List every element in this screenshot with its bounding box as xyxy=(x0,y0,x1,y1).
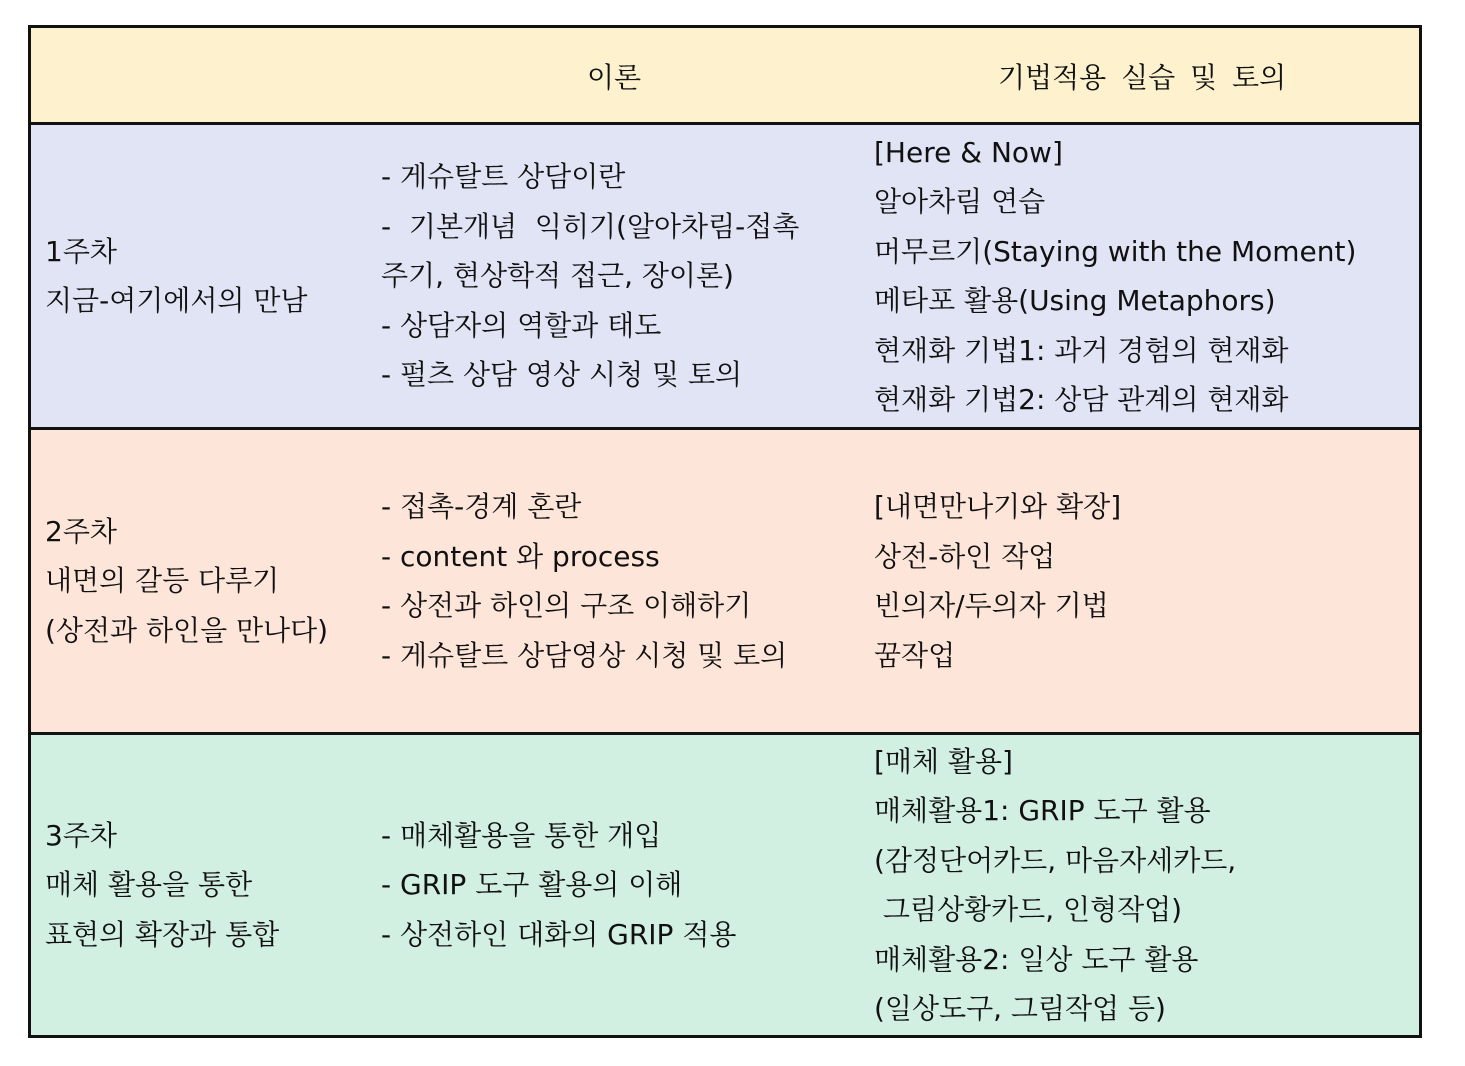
theory-item: - 게슈탈트 상담이란 xyxy=(381,160,626,194)
week-title-line: 지금-여기에서의 만남 xyxy=(45,284,308,317)
theory-cell xyxy=(381,125,851,427)
practice-item: 매체활용1: GRIP 도구 활용 xyxy=(874,794,1211,827)
theory-item: - 상전과 하인의 구조 이해하기 xyxy=(381,589,752,622)
header-theory: 이론 xyxy=(587,61,642,94)
practice-cell xyxy=(874,735,1419,1035)
week-title-line: 매체 활용을 통한 xyxy=(45,868,253,902)
practice-item: 꿈작업 xyxy=(874,638,956,672)
practice-cell xyxy=(874,125,1419,427)
theory-item: - 게슈탈트 상담영상 시청 및 토의 xyxy=(381,638,788,672)
theory-item: - 펄츠 상담 영상 시청 및 토의 xyxy=(381,358,743,392)
table-header-row xyxy=(31,28,1419,125)
practice-item: 빈의자/두의자 기법 xyxy=(874,589,1109,622)
practice-item: (일상도구, 그림작업 등) xyxy=(874,992,1166,1025)
theory-cell xyxy=(381,735,851,1035)
practice-heading: [매체 활용] xyxy=(874,744,1013,778)
week-title-line: 표현의 확장과 통합 xyxy=(45,917,280,951)
theory-cell xyxy=(381,430,851,732)
week-cell xyxy=(45,125,365,427)
week-title-line: 내면의 갈등 다루기 xyxy=(45,564,280,598)
practice-item: 현재화 기법1: 과거 경험의 현재화 xyxy=(874,333,1289,367)
table-row xyxy=(31,125,1419,430)
practice-item: 메타포 활용(Using Metaphors) xyxy=(874,284,1276,317)
theory-item: - GRIP 도구 활용의 이해 xyxy=(381,868,683,902)
practice-item: 그림상황카드, 인형작업) xyxy=(874,893,1183,926)
week-cell xyxy=(45,735,365,1035)
theory-item: - 상담자의 역할과 태도 xyxy=(381,308,662,342)
theory-item: - content 와 process xyxy=(381,539,660,573)
practice-item: 현재화 기법2: 상담 관계의 현재화 xyxy=(874,383,1289,416)
theory-item: - 상전하인 대화의 GRIP 적용 xyxy=(381,917,737,951)
theory-item: - 접촉-경계 혼란 xyxy=(381,490,582,523)
week-cell xyxy=(45,430,365,732)
practice-item: (감정단어카드, 마음자세카드, xyxy=(874,843,1237,877)
week-title-line: (상전과 하인을 만나다) xyxy=(45,613,329,647)
practice-item: 매체활용2: 일상 도구 활용 xyxy=(874,942,1199,976)
curriculum-table xyxy=(28,25,1422,1038)
week-label: 2주차 xyxy=(45,514,117,548)
practice-heading: [내면만나기와 확장] xyxy=(874,490,1122,523)
practice-item: 알아차림 연습 xyxy=(874,185,1046,218)
week-label: 3주차 xyxy=(45,818,117,852)
practice-heading: [Here & Now] xyxy=(874,135,1063,169)
theory-item: - 매체활용을 통한 개입 xyxy=(381,818,662,852)
theory-item: - 기본개념 익히기(알아차림-접촉 xyxy=(381,209,800,243)
practice-item: 상전-하인 작업 xyxy=(874,539,1056,573)
practice-cell xyxy=(874,430,1419,732)
table-row xyxy=(31,735,1419,1035)
theory-item: 주기, 현상학적 접근, 장이론) xyxy=(381,259,734,293)
week-label: 1주차 xyxy=(45,234,117,268)
header-practice: 기법적용 실습 및 토의 xyxy=(998,61,1287,94)
table-row xyxy=(31,430,1419,735)
practice-item: 머무르기(Staying with the Moment) xyxy=(874,234,1357,268)
